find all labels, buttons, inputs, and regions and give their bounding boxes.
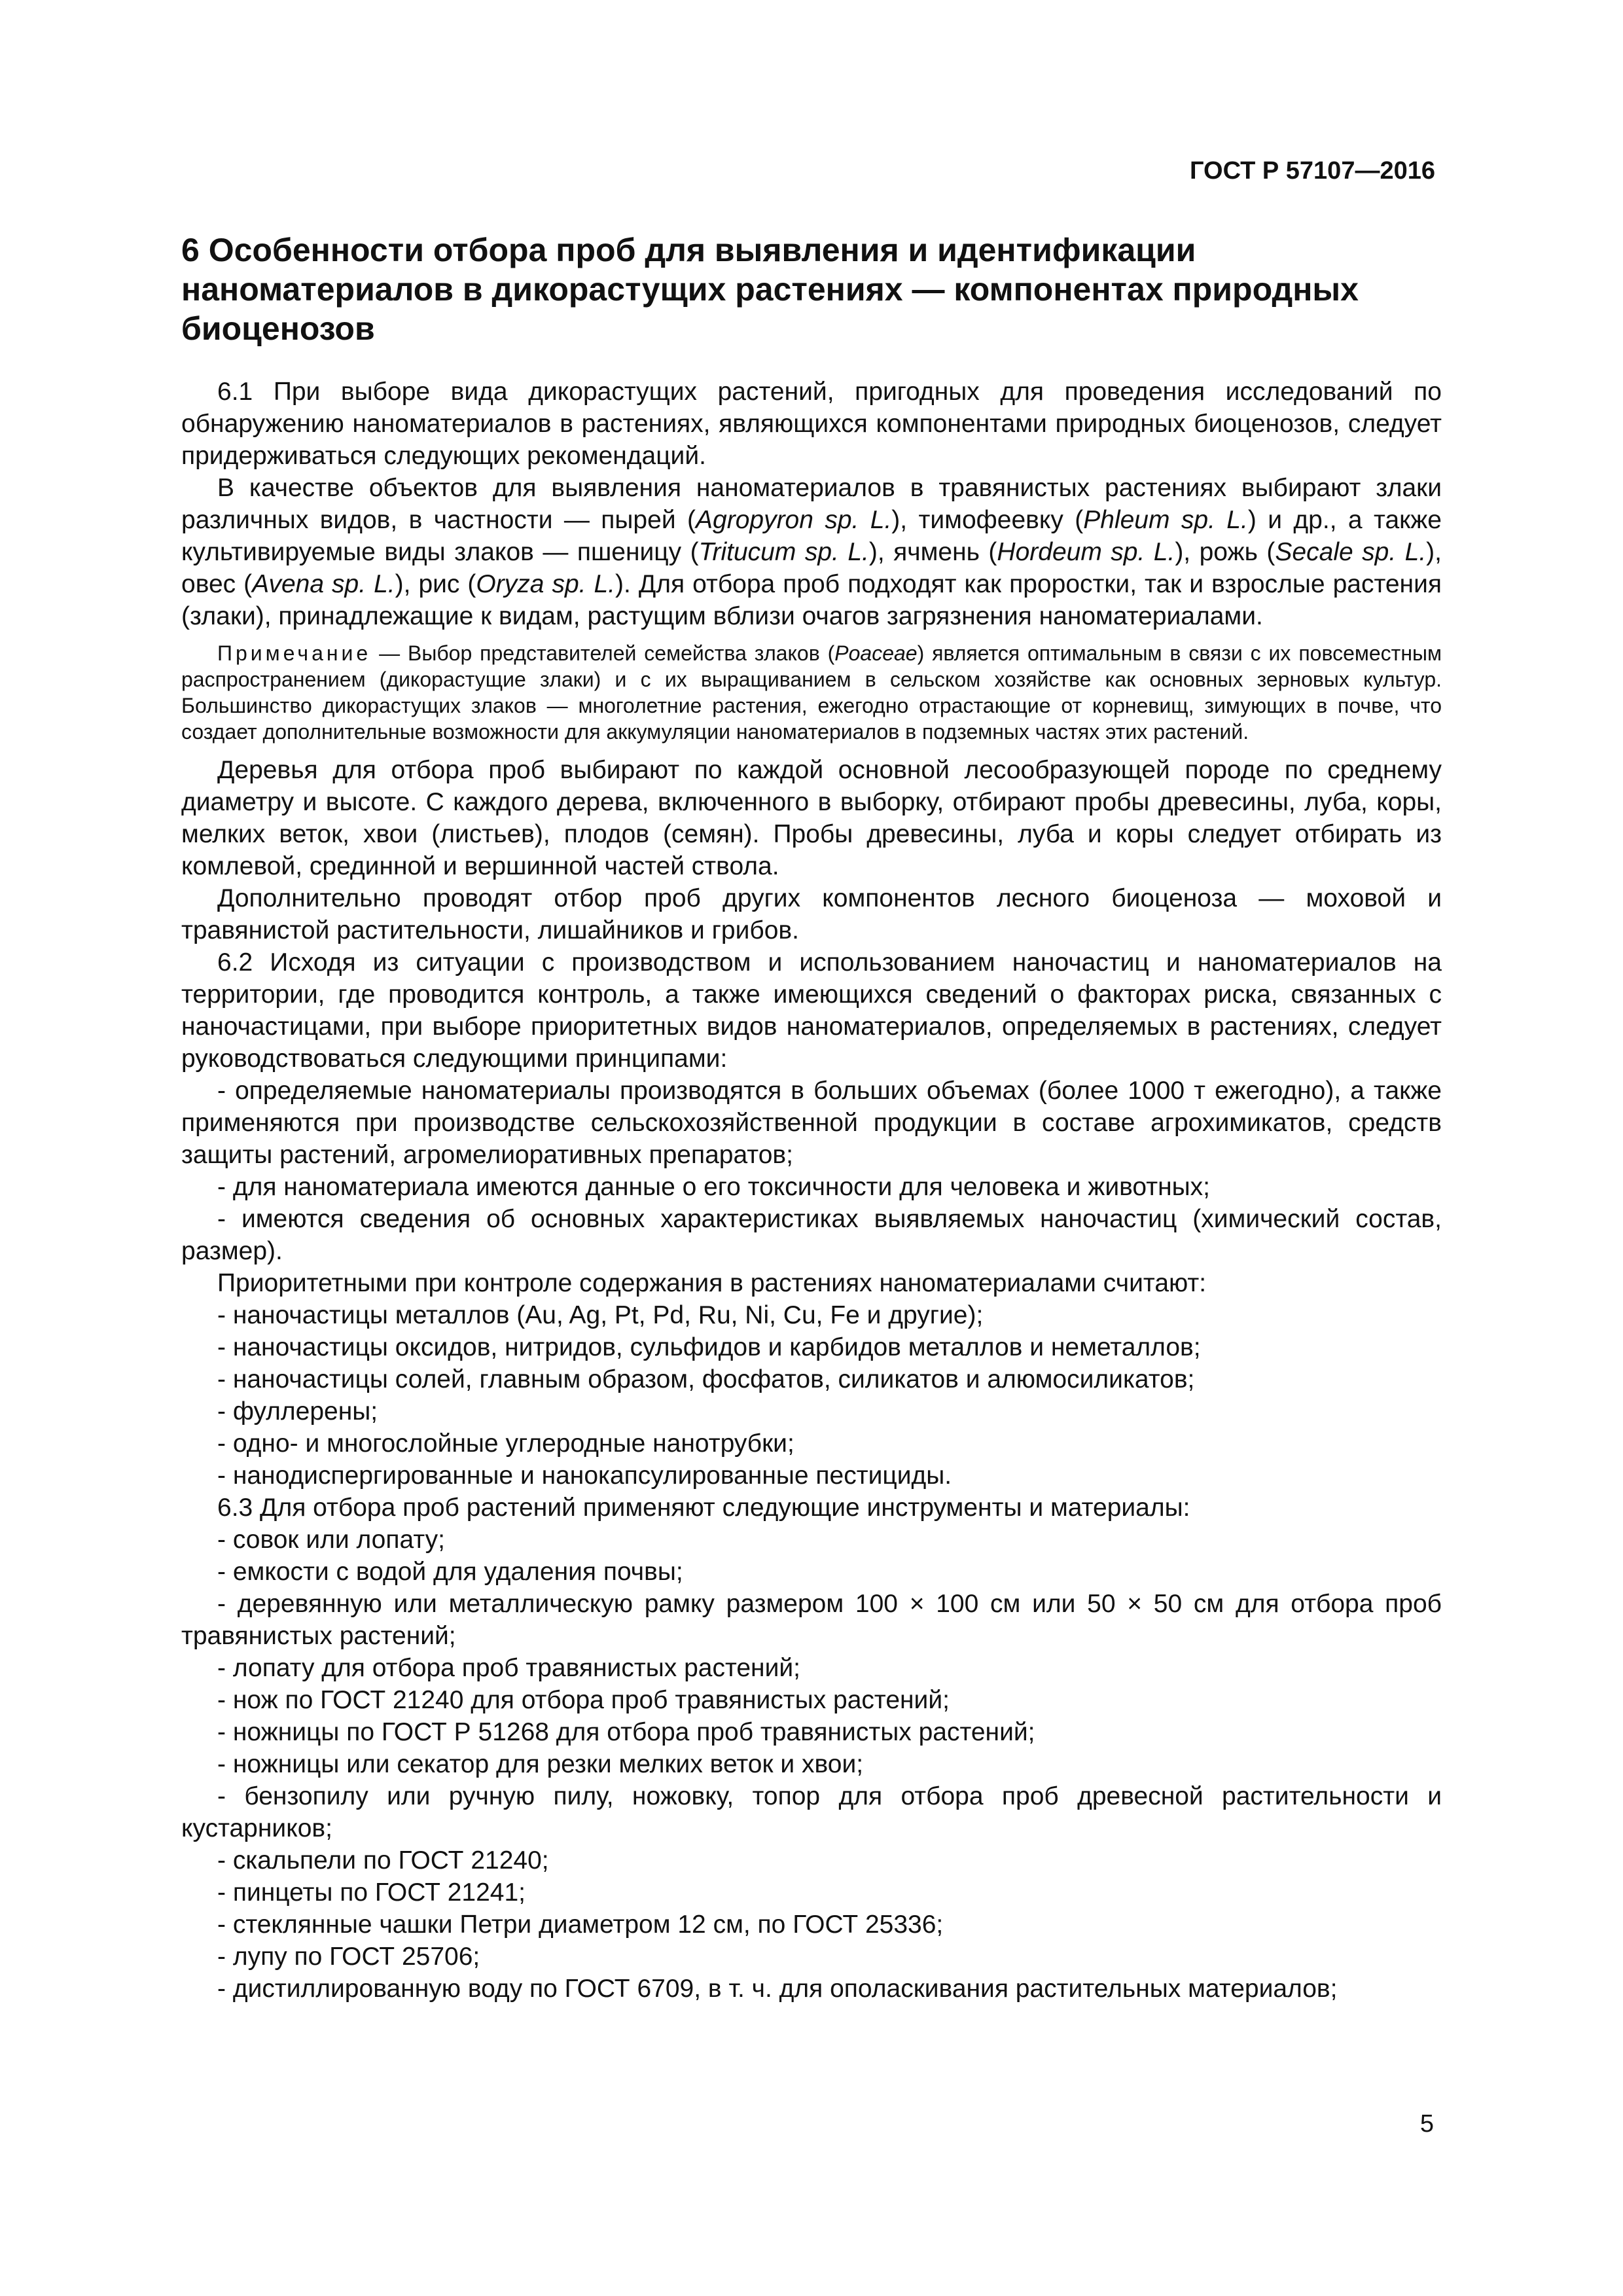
priority-nanomaterials-list — [181, 1299, 1442, 1492]
list-item: - дистиллированную воду по ГОСТ 6709, в т. ч. для ополаскивания растительных материалов; — [217, 1975, 1338, 2003]
list-item: - определяемые наноматериалы производятся в больших объемах (более 1000 т ежегодно), а также применяются при производстве сельскохозяйственной продукции в составе агрохимикатов, средств защиты растений, агромелиоративных препаратов; — [181, 1077, 1442, 1169]
principles-list — [181, 1075, 1442, 1267]
paragraph-grasses: В качестве объектов для выявления наноматериалов в травянистых растениях выбирают злаки различных видов, в частности — пырей (Agropyron sp. L.), тимофеевку (Phleum sp. L.) и др., а также культивируемые виды злаков — пшеницу (Tritucum sp. L.), ячмень (Hordeum sp. L.), рожь (Secale sp. L.), овес (Avena sp. L.), рис (Oryza sp. L.). Для отбора проб подходят как проростки, так и взрослые растения (злаки), принадлежащие к видам, растущим вблизи очагов загрязнения наноматериалами. — [181, 474, 1442, 630]
list-item: - лопату для отбора проб травянистых растений; — [217, 1654, 801, 1682]
paragraph-forest-biocenosis: Дополнительно проводят отбор проб других компонентов лесного биоценоза — моховой и травянистой растительности, лишайников и грибов. — [181, 884, 1442, 944]
list-item: - бензопилу или ручную пилу, ножовку, топор для отбора проб древесной растительности и кустарников; — [181, 1782, 1442, 1842]
list-item: - ножницы по ГОСТ Р 51268 для отбора проб травянистых растений; — [217, 1718, 1035, 1746]
list-item: - одно- и многослойные углеродные нанотрубки; — [217, 1429, 794, 1458]
list-item: - ножницы или секатор для резки мелких веток и хвои; — [217, 1750, 864, 1778]
list-item: - фуллерены; — [217, 1397, 378, 1426]
list-item: - пинцеты по ГОСТ 21241; — [217, 1878, 526, 1907]
list-item: - емкости с водой для удаления почвы; — [217, 1558, 683, 1586]
list-item: - нанодиспергированные и нанокапсулированные пестициды. — [217, 1462, 952, 1490]
list-item: - скальпели по ГОСТ 21240; — [217, 1846, 549, 1874]
list-item: - наночастицы солей, главным образом, фосфатов, силикатов и алюмосиликатов; — [217, 1365, 1195, 1393]
list-item: - наночастицы металлов (Au, Ag, Pt, Pd, Ru, Ni, Cu, Fe и другие); — [217, 1301, 984, 1329]
standard-number: ГОСТ Р 57107—2016 — [1190, 157, 1435, 185]
list-item: - деревянную или металлическую рамку размером 100 × 100 см или 50 × 50 см для отбора проб травянистых растений; — [181, 1590, 1442, 1650]
paragraph-trees: Деревья для отбора проб выбирают по каждой основной лесообразующей породе по среднему диаметру и высоте. С каждого дерева, включенного в выборку, отбирают пробы древесины, луба, коры, мелких веток, хвои (листьев), плодов (семян). Пробы древесины, луба и коры следует отбирать из комлевой, срединной и вершинной частей ствола. — [181, 756, 1442, 880]
paragraph-6-2: 6.2 Исходя из ситуации с производством и использованием наночастиц и наноматериалов на территории, где проводится контроль, а также имеющихся сведений о факторах риска, связанных с наночастицами, при выборе приоритетных видов наноматериалов, определяемых в растениях, следует руководствоваться следующими принципами: — [181, 948, 1442, 1073]
note-paragraph: Примечание — Выбор представителей семейства злаков (Poaceae) является оптимальным в связи с их повсеместным распространением (дикорастущие злаки) и с их выращиванием в сельском хозяйстве как основных зерновых культур. Большинство дикорастущих злаков — многолетние растения, ежегодно отрастающие от корневищ, зимующих в почве, что создает дополнительные возможности для аккумуляции наноматериалов в подземных частях этих растений. — [181, 641, 1442, 744]
list-item: - нож по ГОСТ 21240 для отбора проб травянистых растений; — [217, 1686, 950, 1714]
list-item: - наночастицы оксидов, нитридов, сульфидов и карбидов металлов и неметаллов; — [217, 1333, 1201, 1361]
list-item: - имеются сведения об основных характеристиках выявляемых наночастиц (химический состав, размер). — [181, 1205, 1442, 1265]
paragraph-6-1: 6.1 При выборе вида дикорастущих растений, пригодных для проведения исследований по обнаружению наноматериалов в растениях, являющихся компонентами природных биоценозов, следует придерживаться следующих рекомендаций. — [181, 378, 1442, 470]
section-title: 6 Особенности отбора проб для выявления и идентификации наноматериалов в дикорастущих растениях — компонентах природных биоценозов — [181, 232, 1359, 347]
list-item: - совок или лопату; — [217, 1526, 445, 1554]
page-content — [181, 230, 1442, 2005]
instruments-list — [181, 1524, 1442, 2005]
note-label: Примечание — [217, 641, 372, 665]
list-item: - для наноматериала имеются данные о его токсичности для человека и животных; — [217, 1173, 1210, 1201]
list-item: - стеклянные чашки Петри диаметром 12 см, по ГОСТ 25336; — [217, 1910, 944, 1939]
paragraph-6-3: 6.3 Для отбора проб растений применяют следующие инструменты и материалы: — [217, 1494, 1190, 1522]
list-item: - лупу по ГОСТ 25706; — [217, 1943, 480, 1971]
page-number: 5 — [1419, 2110, 1434, 2138]
paragraph-priority: Приоритетными при контроле содержания в растениях наноматериалами считают: — [217, 1269, 1207, 1297]
